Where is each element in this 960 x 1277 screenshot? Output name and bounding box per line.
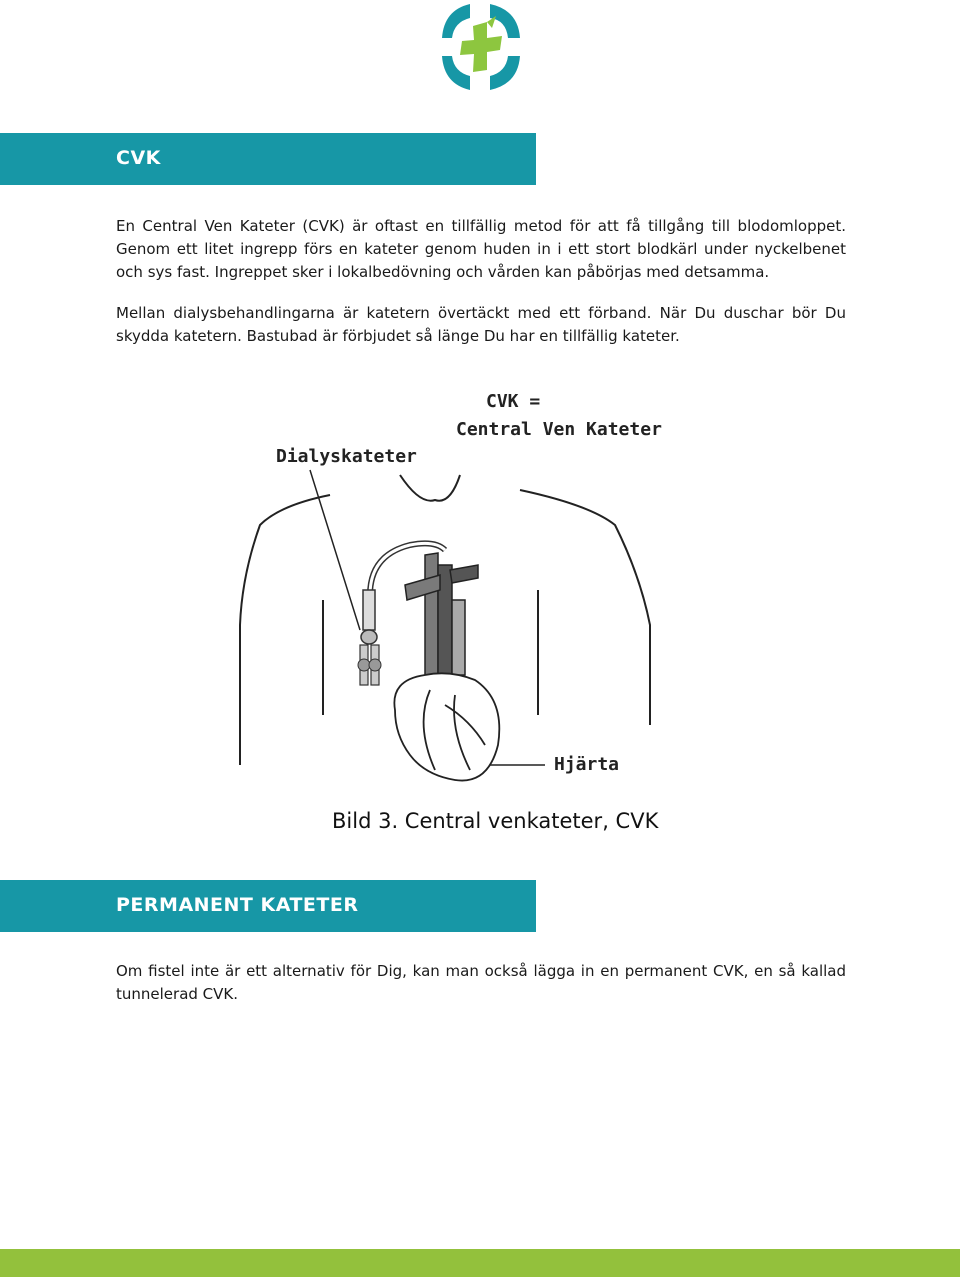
cvk-illustration [220, 375, 680, 795]
label-cvk-line1: CVK = [486, 391, 541, 412]
footer-bar [0, 1249, 960, 1277]
cvk-paragraph-1: En Central Ven Kateter (CVK) är oftast en tillfällig metod för att få tillgång till blodomloppet. Genom ett litet ingrepp förs en kateter genom huden in i ett stort blodkärl under nyckelbenet och sys fast. Ingreppet sker i lokalbedövning och vården kan påbörjas med detsamma. [116, 217, 846, 281]
section-header-cvk [0, 133, 536, 185]
label-dialyskateter: Dialyskateter [276, 446, 417, 467]
figure-caption: Bild 3. Central venkateter, CVK [332, 809, 659, 833]
heart [394, 673, 499, 780]
label-cvk-line2: Central Ven Kateter [456, 419, 662, 440]
label-hjarta: Hjärta [554, 754, 620, 775]
cvk-paragraph-2: Mellan dialysbehandlingarna är katetern övertäckt med ett förband. När Du duschar bör Du skydda katetern. Bastubad är förbjudet så länge Du har en tillfällig kateter. [116, 304, 846, 345]
bird-cross-logo-icon [430, 0, 530, 95]
vessels [405, 553, 478, 675]
section-header-permanent [0, 880, 536, 932]
section-title-permanent: PERMANENT KATETER [116, 894, 359, 916]
section-title-cvk: CVK [116, 147, 161, 169]
permanent-paragraph: Om fistel inte är ett alternativ för Dig, kan man också lägga in en permanent CVK, en så kallad tunnelerad CVK. [116, 962, 846, 1003]
